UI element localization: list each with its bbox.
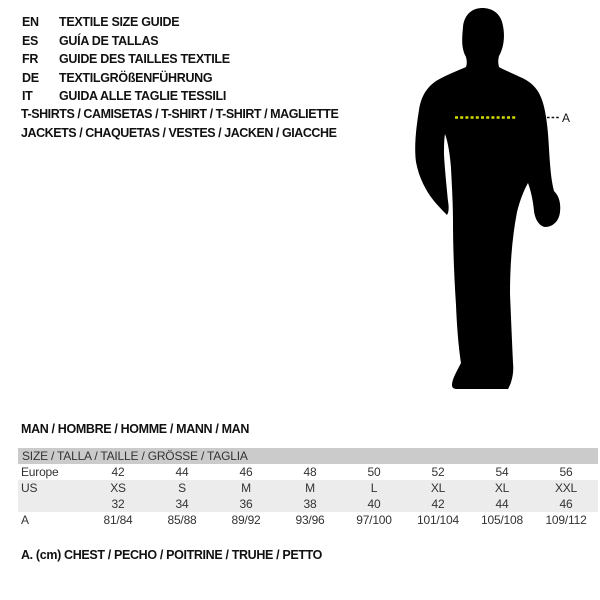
size-value: 46 xyxy=(559,497,573,511)
size-value: 97/100 xyxy=(356,513,392,527)
size-value: 81/84 xyxy=(103,513,133,527)
table-row xyxy=(18,464,598,480)
size-value: M xyxy=(241,481,251,495)
language-row xyxy=(22,13,230,32)
language-code: ES xyxy=(22,33,39,48)
language-code: DE xyxy=(22,70,39,85)
size-value: 36 xyxy=(239,497,253,511)
size-value: 32 xyxy=(111,497,125,511)
size-value: 56 xyxy=(559,465,573,479)
size-value: 34 xyxy=(175,497,189,511)
language-label: GUIDA ALLE TAGLIE TESSILI xyxy=(59,89,227,103)
size-value: S xyxy=(178,481,186,495)
row-label: A xyxy=(21,513,29,527)
language-row xyxy=(22,50,230,69)
language-label: GUIDE DES TAILLES TEXTILE xyxy=(59,52,230,66)
row-label: US xyxy=(21,481,38,495)
size-value: XS xyxy=(110,481,126,495)
size-value: M xyxy=(305,481,315,495)
size-value: 109/112 xyxy=(545,513,587,527)
footnote-chest: A. (cm) CHEST / PECHO / POITRINE / TRUHE / PETTO xyxy=(21,548,323,562)
table-row xyxy=(18,496,598,512)
language-code: EN xyxy=(22,15,39,29)
table-row xyxy=(18,480,598,496)
size-value: XL xyxy=(430,481,446,495)
size-value: 38 xyxy=(303,497,317,511)
size-value: 105/108 xyxy=(481,513,523,527)
man-silhouette xyxy=(415,8,560,389)
size-value: 93/96 xyxy=(295,513,325,527)
row-label xyxy=(18,496,86,512)
language-label: GUÍA DE TALLAS xyxy=(59,33,159,48)
size-value: 42 xyxy=(431,497,445,511)
table-row xyxy=(18,512,598,528)
man-silhouette-figure xyxy=(400,0,600,400)
size-value: 42 xyxy=(111,465,125,479)
size-value: L xyxy=(370,481,378,495)
language-code: FR xyxy=(22,52,39,66)
language-row xyxy=(22,87,230,106)
language-label: TEXTILE SIZE GUIDE xyxy=(59,15,180,29)
size-value: 48 xyxy=(303,465,317,479)
language-row xyxy=(22,32,230,51)
size-value: XXL xyxy=(554,481,578,495)
language-label: TEXTILGRÖßENFÜHRUNG xyxy=(59,70,213,85)
category-line: JACKETS / CHAQUETAS / VESTES / JACKEN / GIACCHE xyxy=(21,125,337,140)
size-value: 52 xyxy=(431,465,445,479)
size-value: 85/88 xyxy=(167,513,197,527)
size-value: 46 xyxy=(239,465,253,479)
size-value: 89/92 xyxy=(231,513,261,527)
size-value: 40 xyxy=(367,497,381,511)
language-list xyxy=(22,13,230,106)
language-code: IT xyxy=(22,89,33,103)
size-value: 44 xyxy=(175,465,189,479)
size-value: 44 xyxy=(495,497,509,511)
measurement-label-a: A xyxy=(562,111,571,125)
size-value: XL xyxy=(494,481,510,495)
size-value: 50 xyxy=(367,465,381,479)
size-table-header: SIZE / TALLA / TAILLE / GRÖSSE / TAGLIA xyxy=(18,448,598,464)
row-label: Europe xyxy=(21,465,59,479)
size-table xyxy=(18,448,598,528)
category-line: T-SHIRTS / CAMISETAS / T-SHIRT / T-SHIRT / MAGLIETTE xyxy=(21,107,339,121)
size-value: 101/104 xyxy=(417,513,459,527)
language-row xyxy=(22,69,230,88)
section-title: MAN / HOMBRE / HOMME / MANN / MAN xyxy=(21,422,250,436)
category-list xyxy=(21,105,338,142)
size-value: 54 xyxy=(495,465,509,479)
